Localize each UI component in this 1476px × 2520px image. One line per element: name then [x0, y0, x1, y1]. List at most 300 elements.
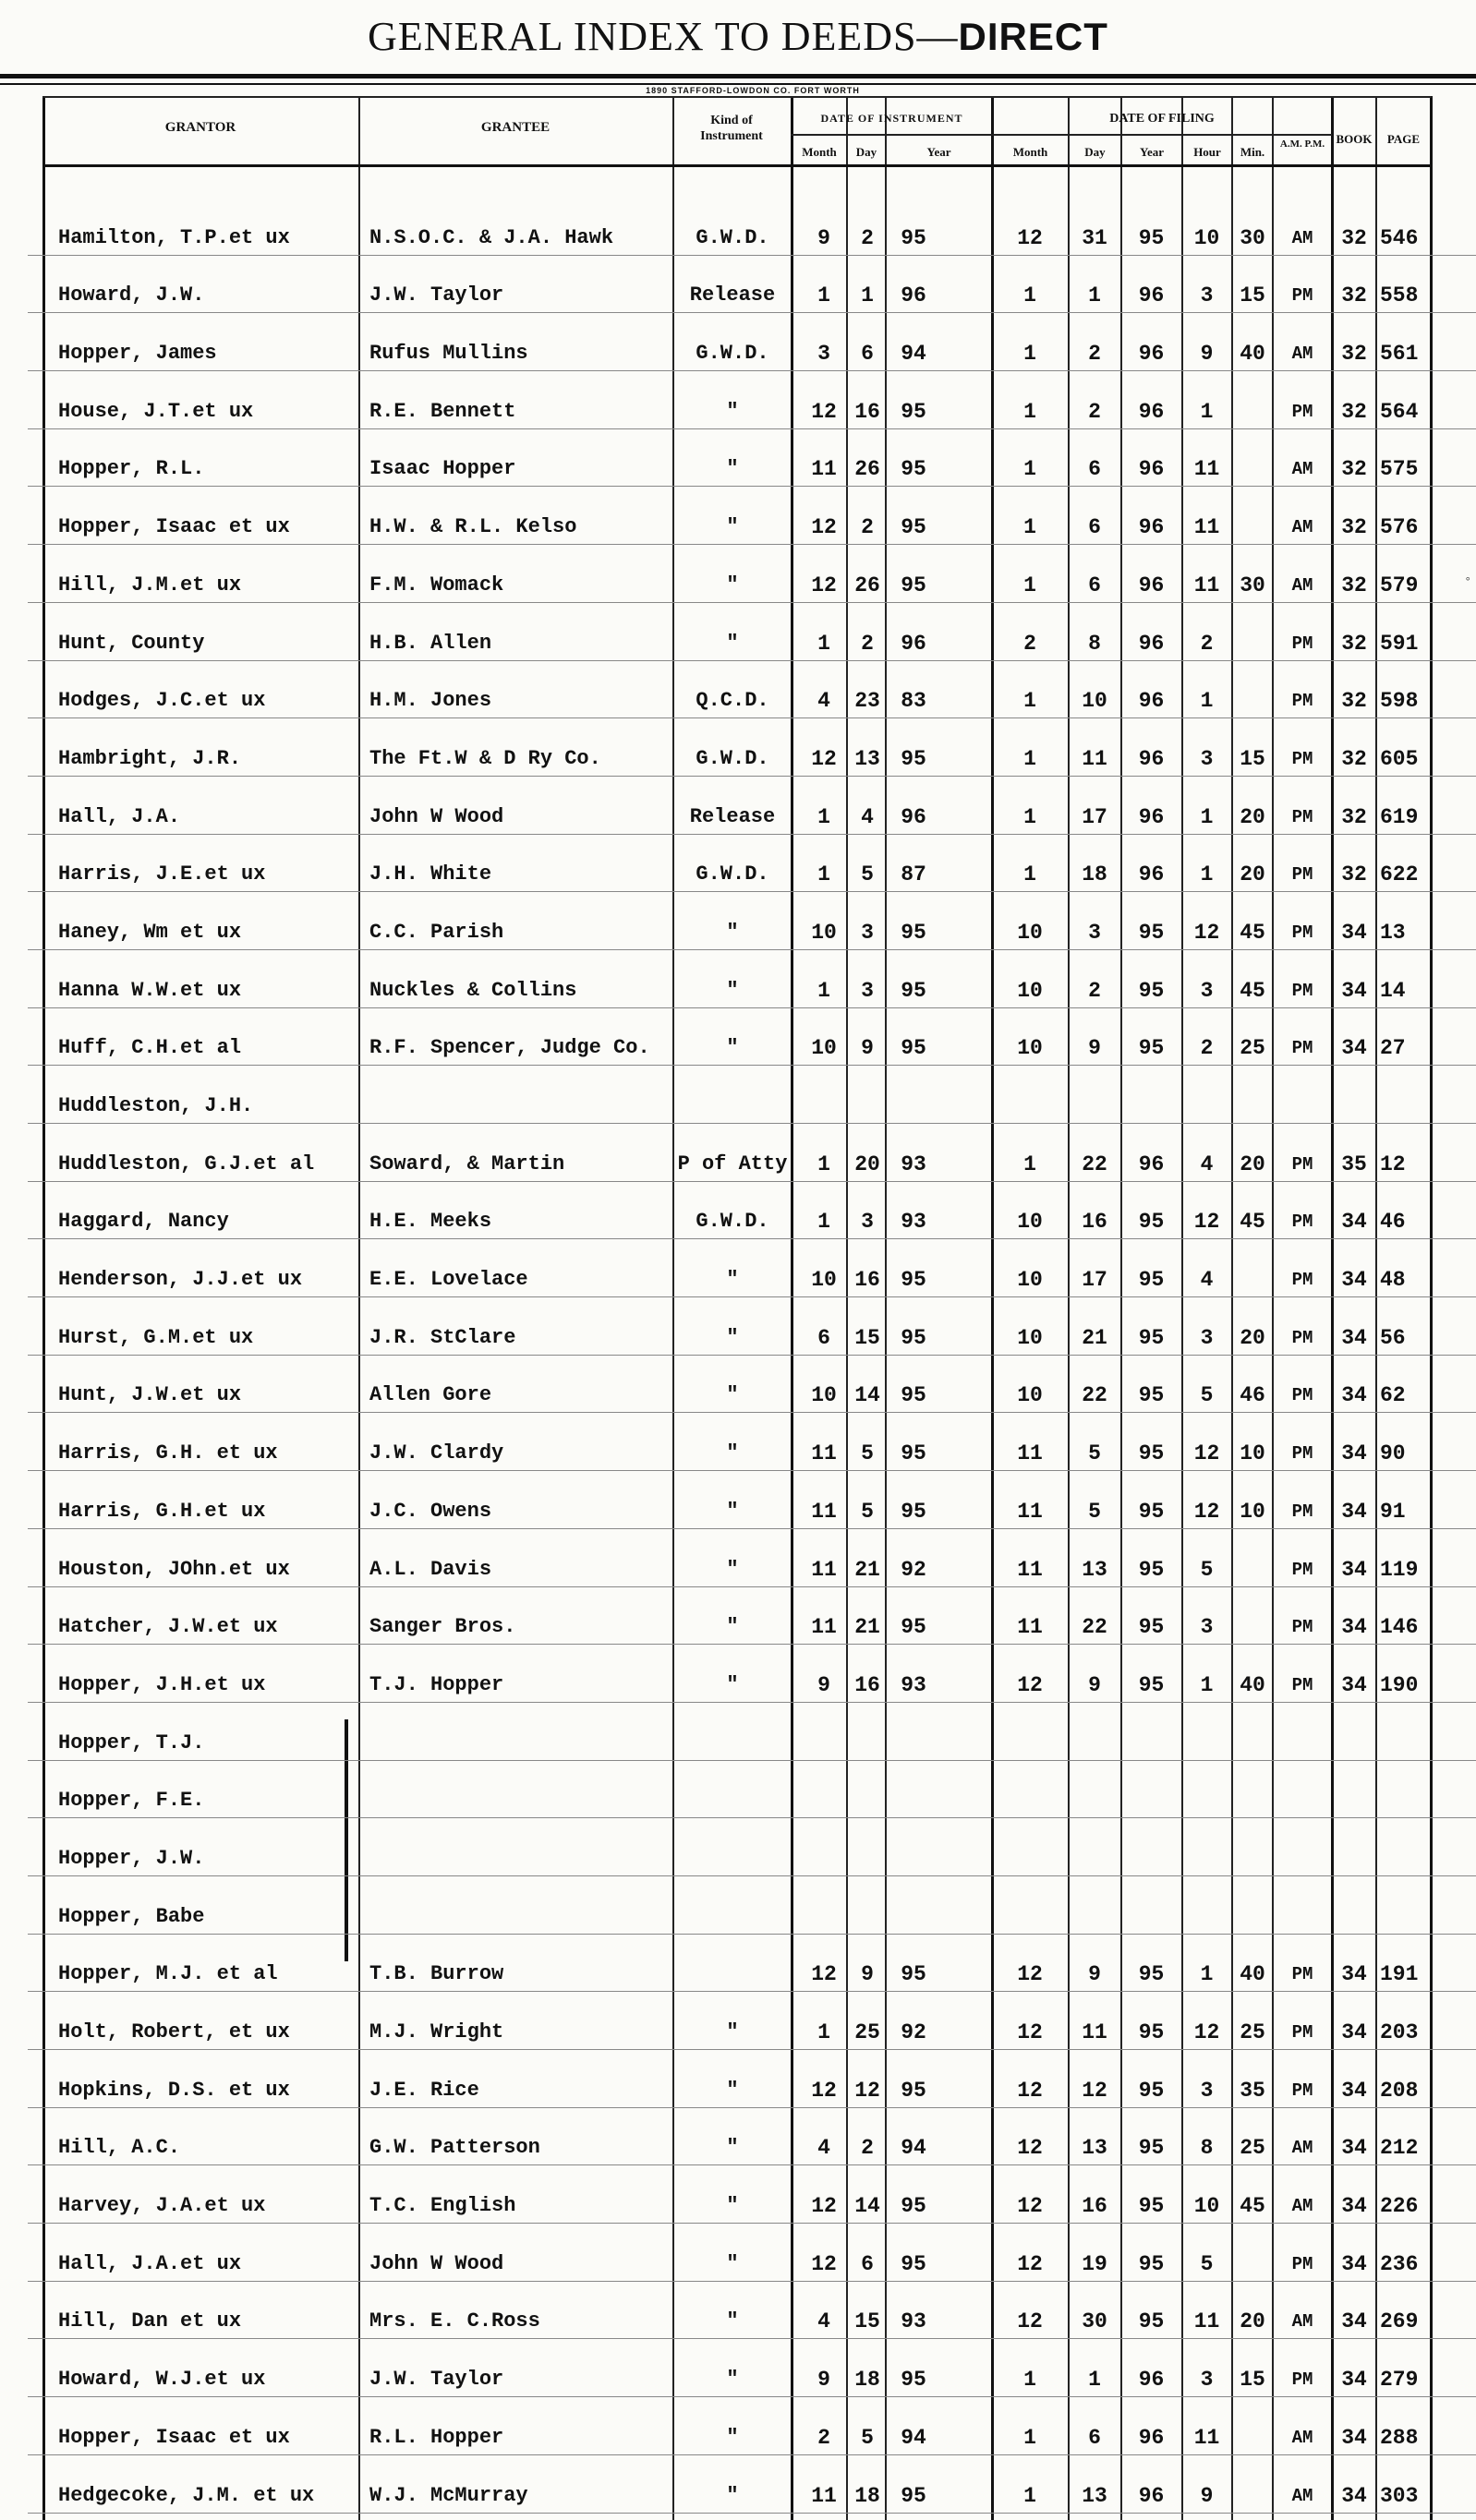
filing-year-cell: 96 — [1138, 631, 1165, 656]
filing-month-cell: 10 — [1017, 978, 1043, 1003]
kind-cell: Release — [689, 283, 776, 307]
filing-hour-cell: 12 — [1193, 1499, 1220, 1524]
instrument-day-cell: 2 — [861, 515, 874, 540]
filing-day-cell: 16 — [1082, 1210, 1107, 1235]
filing-day-cell: 21 — [1082, 1325, 1107, 1350]
page-cell: 579 — [1380, 573, 1419, 597]
kind-cell: " — [726, 2136, 739, 2160]
filing-year-cell: 95 — [1138, 1036, 1165, 1061]
grantor-cell: Hunt, County — [58, 631, 205, 655]
table-row — [0, 256, 1476, 314]
book-cell: 32 — [1341, 457, 1367, 482]
filing-month-cell: 11 — [1017, 1557, 1043, 1582]
filing-ampm-cell: PM — [1291, 633, 1313, 654]
grantee-cell: T.B. Burrow — [369, 1962, 504, 1986]
filing-year-cell: 96 — [1138, 1151, 1165, 1176]
filing-year-cell: 96 — [1138, 342, 1165, 367]
filing-year-cell: 95 — [1138, 2251, 1165, 2276]
kind-cell: P of Atty — [677, 1151, 788, 1176]
filing-year-cell: 95 — [1138, 2136, 1165, 2161]
instrument-year-cell: 95 — [901, 457, 926, 482]
filing-year-cell: 95 — [1138, 1962, 1165, 1987]
top-rule-thin — [0, 83, 1476, 85]
filing-minute-cell: 20 — [1240, 1325, 1265, 1350]
grantor-cell: Harvey, J.A.et ux — [58, 2194, 266, 2218]
filing-day-cell: 19 — [1082, 2251, 1107, 2276]
grantee-cell: R.E. Bennett — [369, 399, 516, 423]
page-cell: 619 — [1380, 804, 1419, 829]
page-cell: 558 — [1380, 283, 1419, 308]
page-cell: 622 — [1380, 862, 1419, 887]
grantor-cell: Hunt, J.W.et ux — [58, 1383, 242, 1407]
filing-hour-cell: 10 — [1193, 225, 1220, 250]
book-cell: 34 — [1341, 2194, 1367, 2219]
grantee-cell: John W Wood — [369, 2251, 504, 2275]
filing-year-cell: 95 — [1138, 1325, 1165, 1350]
filing-month-cell: 1 — [1023, 399, 1036, 424]
instrument-day-cell: 9 — [861, 1962, 874, 1987]
instrument-month-cell: 11 — [811, 1557, 837, 1582]
book-cell: 34 — [1341, 2136, 1367, 2161]
page-cell: 13 — [1380, 920, 1406, 945]
kind-cell: Release — [689, 804, 776, 828]
kind-cell: " — [726, 1499, 739, 1523]
grantee-cell: R.F. Spencer, Judge Co. — [369, 1036, 650, 1060]
book-cell: 32 — [1341, 225, 1367, 250]
filing-minute-cell: 35 — [1240, 2078, 1265, 2103]
book-cell: 32 — [1341, 342, 1367, 367]
kind-cell: G.W.D. — [696, 746, 769, 770]
kind-cell: " — [726, 515, 739, 539]
filing-minute-cell: 40 — [1240, 342, 1265, 367]
kind-cell: " — [726, 978, 739, 1002]
header-date-filing: DATE OF FILING — [1109, 112, 1215, 126]
filing-month-cell: 12 — [1017, 2309, 1043, 2334]
kind-cell: " — [726, 2368, 739, 2392]
filing-hour-cell: 5 — [1200, 1557, 1214, 1582]
page-cell: 575 — [1380, 457, 1419, 482]
instrument-day-cell: 26 — [854, 457, 880, 482]
table-row — [0, 2108, 1476, 2166]
instrument-month-cell: 12 — [811, 515, 837, 540]
page-cell: 91 — [1380, 1499, 1406, 1524]
filing-minute-cell: 40 — [1240, 1672, 1265, 1697]
grantor-cell: Howard, J.W. — [58, 283, 205, 307]
instrument-day-cell: 15 — [854, 1325, 880, 1350]
filing-hour-cell: 2 — [1200, 631, 1214, 656]
filing-day-cell: 8 — [1088, 631, 1101, 656]
table-row — [0, 1182, 1476, 1240]
filing-year-cell: 95 — [1138, 1210, 1165, 1235]
header-date-instrument: DATE OF INSTRUMENT — [820, 112, 963, 125]
grantor-cell: Hopper, M.J. et al — [58, 1962, 278, 1986]
table-row — [0, 2455, 1476, 2514]
filing-year-cell: 96 — [1138, 862, 1165, 887]
instrument-month-cell: 11 — [811, 457, 837, 482]
instrument-day-cell: 6 — [861, 342, 874, 367]
filing-minute-cell: 25 — [1240, 1036, 1265, 1061]
filing-month-cell: 12 — [1017, 2136, 1043, 2161]
filing-day-cell: 2 — [1088, 399, 1101, 424]
page-cell: 48 — [1380, 1268, 1406, 1293]
grantor-cell: Hopper, Babe — [58, 1904, 205, 1928]
kind-cell: " — [726, 1383, 739, 1407]
filing-hour-cell: 12 — [1193, 2020, 1220, 2044]
filing-day-cell: 6 — [1088, 2425, 1101, 2450]
filing-hour-cell: 1 — [1200, 862, 1214, 887]
filing-year-cell: 96 — [1138, 283, 1165, 308]
filing-year-cell: 95 — [1138, 1672, 1165, 1697]
page-cell: 208 — [1380, 2078, 1419, 2103]
filing-month-cell: 12 — [1017, 2194, 1043, 2219]
kind-cell: " — [726, 2020, 739, 2044]
kind-cell: " — [726, 1325, 739, 1349]
filing-year-cell: 95 — [1138, 1383, 1165, 1408]
filing-ampm-cell: PM — [1291, 748, 1313, 769]
filing-year-cell: 95 — [1138, 978, 1165, 1003]
filing-ampm-cell: AM — [1291, 459, 1313, 480]
instrument-year-cell: 95 — [901, 2251, 926, 2276]
instrument-year-cell: 95 — [901, 1441, 926, 1466]
instrument-month-cell: 6 — [817, 1325, 830, 1350]
filing-ampm-cell: PM — [1291, 2253, 1313, 2274]
kind-cell: " — [726, 2483, 739, 2507]
instrument-day-cell: 2 — [861, 631, 874, 656]
table-row — [0, 1703, 1476, 1761]
instrument-year-cell: 96 — [901, 804, 926, 829]
filing-hour-cell: 12 — [1193, 920, 1220, 945]
filing-hour-cell: 1 — [1200, 689, 1214, 714]
book-cell: 32 — [1341, 283, 1367, 308]
filing-hour-cell: 2 — [1200, 1036, 1214, 1061]
table-row — [0, 661, 1476, 719]
instrument-year-cell: 93 — [901, 2309, 926, 2334]
kind-cell: G.W.D. — [696, 862, 769, 886]
filing-minute-cell: 10 — [1240, 1499, 1265, 1524]
filing-hour-cell: 5 — [1200, 1383, 1214, 1408]
book-cell: 34 — [1341, 2368, 1367, 2393]
instrument-month-cell: 4 — [817, 2136, 830, 2161]
filing-year-cell: 96 — [1138, 399, 1165, 424]
instrument-year-cell: 95 — [901, 573, 926, 597]
table-row — [0, 2282, 1476, 2340]
filing-month-cell: 1 — [1023, 2425, 1036, 2450]
filing-ampm-cell: PM — [1291, 1559, 1313, 1580]
instrument-day-cell: 15 — [854, 2309, 880, 2334]
grantor-cell: Hopper, F.E. — [58, 1789, 205, 1813]
filing-ampm-cell: PM — [1291, 2369, 1313, 2391]
filing-ampm-cell: PM — [1291, 1443, 1313, 1465]
instrument-month-cell: 10 — [811, 1268, 837, 1293]
table-row — [0, 2397, 1476, 2455]
margin-mark: ◦ — [1464, 573, 1472, 587]
filing-hour-cell: 9 — [1200, 2483, 1214, 2508]
header-filing-year: Year — [1140, 145, 1164, 159]
filing-year-cell: 95 — [1138, 225, 1165, 250]
instrument-day-cell: 18 — [854, 2368, 880, 2393]
filing-year-cell: 96 — [1138, 2368, 1165, 2393]
filing-hour-cell: 1 — [1200, 399, 1214, 424]
instrument-month-cell: 4 — [817, 2309, 830, 2334]
filing-minute-cell: 20 — [1240, 804, 1265, 829]
page-cell: 119 — [1380, 1557, 1419, 1582]
instrument-month-cell: 12 — [811, 746, 837, 771]
kind-cell: " — [726, 1557, 739, 1581]
filing-year-cell: 96 — [1138, 746, 1165, 771]
filing-minute-cell: 20 — [1240, 862, 1265, 887]
grantor-cell: Hopper, Isaac et ux — [58, 515, 290, 539]
grantor-cell: Harris, G.H. et ux — [58, 1441, 278, 1465]
filing-minute-cell: 46 — [1240, 1383, 1265, 1408]
grantee-cell: The Ft.W & D Ry Co. — [369, 746, 601, 770]
filing-ampm-cell: PM — [1291, 1327, 1313, 1348]
grantor-cell: Hill, J.M.et ux — [58, 573, 242, 597]
filing-day-cell: 30 — [1082, 2309, 1107, 2334]
filing-hour-cell: 4 — [1200, 1151, 1214, 1176]
grantor-cell: Hall, J.A. — [58, 804, 181, 828]
grantee-cell: Isaac Hopper — [369, 457, 516, 481]
instrument-day-cell: 14 — [854, 1383, 880, 1408]
kind-cell: " — [726, 1268, 739, 1292]
header-kind: Kind of Instrument — [700, 114, 763, 143]
kind-cell: G.W.D. — [696, 225, 769, 249]
title-prefix: GENERAL INDEX TO DEEDS— — [368, 14, 959, 59]
instrument-year-cell: 95 — [901, 1268, 926, 1293]
header-page: PAGE — [1386, 132, 1421, 146]
grantor-cell: Hambright, J.R. — [58, 746, 242, 770]
header-rule-bottom — [42, 164, 1432, 167]
grantor-cell: Hatcher, J.W.et ux — [58, 1615, 278, 1639]
filing-day-cell: 6 — [1088, 573, 1101, 597]
filing-ampm-cell: AM — [1291, 2196, 1313, 2217]
book-cell: 32 — [1341, 631, 1367, 656]
filing-minute-cell: 45 — [1240, 1210, 1265, 1235]
grantor-cell: Hall, J.A.et ux — [58, 2251, 242, 2275]
instrument-year-cell: 87 — [901, 862, 926, 887]
filing-ampm-cell: PM — [1291, 691, 1313, 712]
filing-hour-cell: 9 — [1200, 342, 1214, 367]
instrument-month-cell: 12 — [811, 2194, 837, 2219]
filing-day-cell: 22 — [1082, 1151, 1107, 1176]
page-cell: 303 — [1380, 2483, 1419, 2508]
book-cell: 34 — [1341, 978, 1367, 1003]
page-cell: 46 — [1380, 1210, 1406, 1235]
filing-ampm-cell: PM — [1291, 1501, 1313, 1522]
page-cell: 190 — [1380, 1672, 1419, 1697]
page-cell: 288 — [1380, 2425, 1419, 2450]
page-cell: 226 — [1380, 2194, 1419, 2219]
filing-ampm-cell: PM — [1291, 1674, 1313, 1695]
instrument-month-cell: 1 — [817, 283, 830, 308]
filing-minute-cell: 45 — [1240, 920, 1265, 945]
kind-cell: " — [726, 457, 739, 481]
filing-minute-cell: 15 — [1240, 2368, 1265, 2393]
filing-day-cell: 11 — [1082, 2020, 1107, 2044]
title-direct: DIRECT — [958, 15, 1108, 58]
instrument-month-cell: 12 — [811, 1962, 837, 1987]
filing-year-cell: 96 — [1138, 804, 1165, 829]
filing-hour-cell: 11 — [1193, 573, 1220, 597]
kind-cell: G.W.D. — [696, 1210, 769, 1234]
table-row — [0, 1471, 1476, 1529]
instrument-year-cell: 95 — [901, 746, 926, 771]
kind-cell: " — [726, 920, 739, 944]
book-cell: 34 — [1341, 1441, 1367, 1466]
filing-month-cell: 11 — [1017, 1615, 1043, 1640]
instrument-year-cell: 93 — [901, 1672, 926, 1697]
page-cell: 90 — [1380, 1441, 1406, 1466]
filing-ampm-cell: PM — [1291, 1038, 1313, 1059]
filing-day-cell: 1 — [1088, 2368, 1101, 2393]
table-row — [0, 1239, 1476, 1297]
book-cell: 34 — [1341, 1036, 1367, 1061]
filing-hour-cell: 11 — [1193, 515, 1220, 540]
table-row — [0, 429, 1476, 488]
grantor-cell: Henderson, J.J.et ux — [58, 1268, 303, 1292]
grantee-cell: John W Wood — [369, 804, 504, 828]
grantee-cell: N.S.O.C. & J.A. Hawk — [369, 225, 614, 249]
instrument-year-cell: 93 — [901, 1210, 926, 1235]
page-cell: 591 — [1380, 631, 1419, 656]
filing-minute-cell: 45 — [1240, 978, 1265, 1003]
page-title — [0, 13, 1476, 60]
filing-minute-cell: 30 — [1240, 225, 1265, 250]
grantee-cell: Mrs. E. C.Ross — [369, 2309, 540, 2333]
filing-day-cell: 16 — [1082, 2194, 1107, 2219]
filing-month-cell: 10 — [1017, 1036, 1043, 1061]
grantor-cell: Harris, G.H.et ux — [58, 1499, 266, 1523]
filing-month-cell: 1 — [1023, 746, 1036, 771]
filing-month-cell: 1 — [1023, 2368, 1036, 2393]
instrument-year-cell: 95 — [901, 2194, 926, 2219]
instrument-day-cell: 13 — [854, 746, 880, 771]
header-day: Day — [855, 145, 877, 159]
filing-hour-cell: 12 — [1193, 1210, 1220, 1235]
instrument-day-cell: 9 — [861, 1036, 874, 1061]
page-cell: 576 — [1380, 515, 1419, 540]
instrument-day-cell: 5 — [861, 1499, 874, 1524]
grantee-cell: Nuckles & Collins — [369, 978, 577, 1002]
grantee-cell: H.E. Meeks — [369, 1210, 492, 1234]
header-month: Month — [802, 145, 837, 159]
kind-cell: " — [726, 1441, 739, 1465]
grantee-cell: J.E. Rice — [369, 2078, 479, 2102]
instrument-year-cell: 95 — [901, 978, 926, 1003]
filing-minute-cell: 15 — [1240, 746, 1265, 771]
filing-ampm-cell: PM — [1291, 1212, 1313, 1233]
top-rule — [0, 74, 1476, 78]
instrument-year-cell: 95 — [901, 1325, 926, 1350]
filing-hour-cell: 3 — [1200, 978, 1214, 1003]
kind-cell: " — [726, 2309, 739, 2333]
instrument-month-cell: 2 — [817, 2425, 830, 2450]
instrument-year-cell: 95 — [901, 2078, 926, 2103]
filing-hour-cell: 8 — [1200, 2136, 1214, 2161]
filing-month-cell: 1 — [1023, 1151, 1036, 1176]
table-row — [0, 1761, 1476, 1819]
filing-day-cell: 18 — [1082, 862, 1107, 887]
book-cell: 32 — [1341, 689, 1367, 714]
kind-cell: " — [726, 2194, 739, 2218]
book-cell: 32 — [1341, 804, 1367, 829]
instrument-day-cell: 16 — [854, 1672, 880, 1697]
filing-ampm-cell: AM — [1291, 2427, 1313, 2448]
instrument-year-cell: 93 — [901, 1151, 926, 1176]
filing-day-cell: 5 — [1088, 1499, 1101, 1524]
grantee-cell: Rufus Mullins — [369, 342, 528, 366]
instrument-month-cell: 11 — [811, 1615, 837, 1640]
book-cell: 34 — [1341, 1557, 1367, 1582]
filing-year-cell: 96 — [1138, 573, 1165, 597]
instrument-year-cell: 94 — [901, 2425, 926, 2450]
page-cell: 279 — [1380, 2368, 1419, 2393]
table-row — [0, 1529, 1476, 1587]
table-row — [0, 1066, 1476, 1124]
book-cell: 34 — [1341, 1499, 1367, 1524]
grantor-cell: Hopper, Isaac et ux — [58, 2425, 290, 2449]
filing-ampm-cell: AM — [1291, 227, 1313, 248]
grantee-cell: T.C. English — [369, 2194, 516, 2218]
filing-month-cell: 10 — [1017, 1383, 1043, 1408]
book-cell: 32 — [1341, 515, 1367, 540]
page-cell: 269 — [1380, 2309, 1419, 2334]
instrument-month-cell: 11 — [811, 1441, 837, 1466]
instrument-year-cell: 92 — [901, 2020, 926, 2044]
grantor-cell: Harris, J.E.et ux — [58, 862, 266, 886]
instrument-year-cell: 95 — [901, 1499, 926, 1524]
grantee-cell: J.H. White — [369, 862, 492, 886]
filing-hour-cell: 11 — [1193, 457, 1220, 482]
table-row — [0, 1645, 1476, 1703]
grantee-cell: Allen Gore — [369, 1383, 492, 1407]
filing-day-cell: 9 — [1088, 1036, 1101, 1061]
table-row — [0, 835, 1476, 893]
instrument-year-cell: 95 — [901, 399, 926, 424]
instrument-day-cell: 6 — [861, 2251, 874, 2276]
instrument-year-cell: 95 — [901, 1383, 926, 1408]
filing-month-cell: 10 — [1017, 1210, 1043, 1235]
book-cell: 32 — [1341, 573, 1367, 597]
filing-hour-cell: 1 — [1200, 1672, 1214, 1697]
filing-year-cell: 96 — [1138, 2483, 1165, 2508]
instrument-day-cell: 2 — [861, 225, 874, 250]
page-cell: 14 — [1380, 978, 1406, 1003]
grantor-cell: Huff, C.H.et al — [58, 1036, 242, 1060]
instrument-day-cell: 23 — [854, 689, 880, 714]
page-cell: 146 — [1380, 1615, 1419, 1640]
filing-ampm-cell: PM — [1291, 285, 1313, 307]
grantor-cell: Hill, A.C. — [58, 2136, 181, 2160]
filing-year-cell: 96 — [1138, 689, 1165, 714]
filing-ampm-cell: PM — [1291, 1270, 1313, 1291]
instrument-month-cell: 1 — [817, 631, 830, 656]
table-row — [0, 487, 1476, 545]
page-cell: 12 — [1380, 1151, 1406, 1176]
filing-ampm-cell: AM — [1291, 2311, 1313, 2333]
filing-day-cell: 11 — [1082, 746, 1107, 771]
grantee-cell: J.C. Owens — [369, 1499, 492, 1523]
grantor-cell: Hurst, G.M.et ux — [58, 1325, 254, 1349]
filing-day-cell: 13 — [1082, 1557, 1107, 1582]
instrument-year-cell: 95 — [901, 1036, 926, 1061]
grantee-cell: J.W. Taylor — [369, 283, 504, 307]
filing-month-cell: 10 — [1017, 920, 1043, 945]
grantee-cell: E.E. Lovelace — [369, 1268, 528, 1292]
page-cell: 62 — [1380, 1383, 1406, 1408]
filing-hour-cell: 10 — [1193, 2194, 1220, 2219]
instrument-month-cell: 1 — [817, 1151, 830, 1176]
filing-day-cell: 31 — [1082, 225, 1107, 250]
